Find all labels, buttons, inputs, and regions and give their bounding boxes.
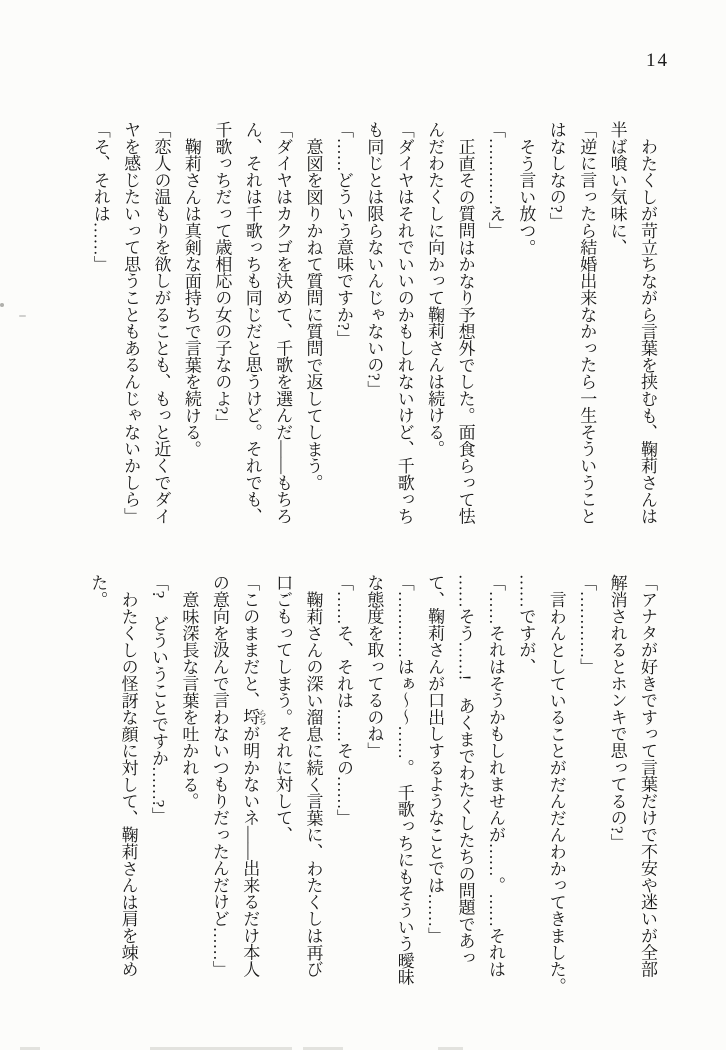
text-line: ……そう……! あくまでわたくしたちの問題であっ: [455, 574, 475, 966]
ruby-annotation: [240, 708, 268, 726]
text-line: 「恋人の温もりを欲しがることも、もっと近くでダイ: [151, 121, 171, 525]
text-line: 「……そ、それは……その……」: [333, 574, 353, 827]
text-line: 正直その質問はかなり予想外でした。面食らって怯: [455, 138, 475, 525]
text-line: 「アナタが好きですって言葉だけで不安や迷いが全部: [638, 574, 657, 978]
ruby-base: 埒: [240, 708, 260, 726]
text-line: 口ごもってしまう。それに対して、: [273, 574, 293, 843]
text-line: はなしなの?」: [546, 121, 566, 230]
text-line: 鞠莉さんの深い溜息に続く言葉に、わたくしは再び: [303, 591, 323, 978]
text-line: そう言い放つ。: [516, 138, 536, 256]
ruby-text: らち: [258, 708, 268, 726]
text-line: 意味深長な言葉を吐かれる。: [179, 591, 199, 810]
text-line: ヤを感じたいって思うこともあるんじゃないかしら」: [121, 121, 141, 525]
text-line: 「…………」: [577, 574, 597, 675]
text-line: て、鞠莉さんが口出しするようなことでは……」: [425, 574, 445, 944]
text-line-with-ruby: [234, 574, 267, 1002]
text-line: も同じとは限らないんじゃないの?」: [364, 121, 384, 398]
text-line: わたくしが苛立ちながら言葉を挟むも、鞠莉さんは: [638, 138, 657, 525]
scan-speck: [0, 303, 4, 307]
text-line: 言わんとしていることがだんだんわかってきました。: [546, 591, 566, 995]
text-line: 「…………はぁ〜〜……。 千歌っちにもそういう曖昧: [394, 574, 414, 986]
text-line: 「? どういうことですか……?」: [149, 574, 168, 824]
text-line: 解消されるとホンキで思ってるの?」: [607, 574, 627, 851]
upper-text-block: [84, 121, 662, 545]
text-segment: が明かないネ——出来るだけ本人: [240, 725, 260, 978]
text-line: 「そ、それは……」: [90, 121, 110, 273]
text-line: わたくしの怪訝な顔に対して、鞠莉さんは肩を竦め: [118, 591, 138, 978]
page-number: 14: [646, 50, 669, 71]
text-line: んだわたくしに向かって鞠莉さんは続ける。: [425, 121, 445, 458]
text-line: 千歌っちだって歳相応の女の子なのよ?」: [212, 121, 232, 431]
lower-text-block: [82, 574, 662, 1002]
text-line: 鞠莉さんは真剣な面持ちで言葉を続ける。: [181, 138, 201, 458]
text-line: の意向を汲んで言わないつもりだったんだけど……」: [209, 574, 229, 978]
text-line: 「逆に言ったら結婚出来なかったら一生そういうこと: [577, 121, 597, 525]
text-line: な態度を取ってるのね」: [364, 574, 384, 759]
text-line: 意図を図りかねて質問に質問で返してしまう。: [303, 138, 323, 491]
text-line: た。: [88, 574, 108, 608]
text-line: 「…………え」: [485, 121, 505, 239]
text-line: 「……どういう意味ですか?」: [333, 121, 353, 347]
text-line: 「ダイヤはそれでいいのかもしれないけど、千歌っち: [394, 121, 414, 525]
text-line: 「ダイヤはカクゴを決めて、千歌を選んだ——もちろ: [273, 121, 293, 525]
text-line: ん、それは千歌っちも同じだと思うけど。それでも、: [242, 121, 262, 525]
text-line: 「……それはそうかもしれませんが……。……それは: [485, 574, 505, 978]
text-segment: 「このままだと、: [240, 574, 260, 709]
scan-speck: [19, 315, 26, 317]
text-line: 半ば喰い気味に、: [607, 121, 627, 256]
text-line: ……ですが、: [516, 574, 536, 675]
